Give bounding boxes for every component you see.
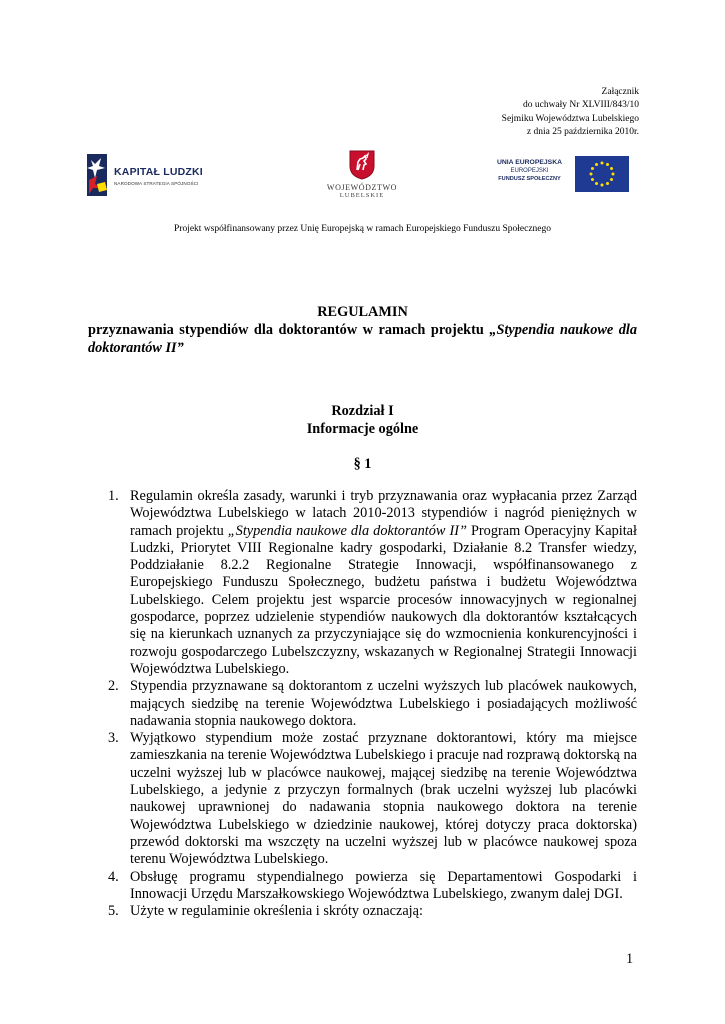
- list-item-number: 3.: [108, 730, 119, 747]
- unia-europejska-text: [487, 159, 572, 183]
- cofinancing-note: Projekt współfinansowany przez Unię Europejską w ramach Europejskiego Funduszu Społecznego: [174, 224, 551, 234]
- kapital-ludzki-logo: [87, 154, 205, 198]
- title-main: REGULAMIN: [317, 304, 408, 320]
- list-item-number: 4.: [108, 868, 119, 885]
- title-subtitle-prefix: przyznawania stypendiów dla doktorantów w ramach projektu: [88, 322, 490, 338]
- annex-line: Sejmiku Województwa Lubelskiego: [501, 113, 639, 124]
- eu-star-icon: [595, 163, 598, 166]
- list-item: [88, 730, 637, 868]
- eu-flag-icon: [575, 156, 629, 192]
- annex-line: Załącznik: [601, 87, 639, 97]
- list-item: [88, 488, 637, 678]
- document-title: [88, 303, 637, 357]
- eu-star-icon: [610, 167, 613, 170]
- logo-bar: [0, 150, 725, 212]
- list-item-text-part: Program Operacyjny Kapitał Ludzki, Priorytet VIII Regionalne kadry gospodarki, Działanie 8.2 Transfer wiedzy, Poddziałanie 8.2.2 Regionalne Strategie Innowacji, współfinansowanego z Europejskiego Funduszu Społecznego, budżetu państwa i budżetu Województwa Lubelskiego. Celem projektu jest wsparcie procesów innowacyjnych w regionalnej gospodarce, poprzez udzielenie stypendiów naukowych dla doktorantów kształcących się na kierunkach uznanych za przyczyniające się do wzmocnienia konkurencyjności i rozwoju gospodarczego Lubelszczyzny, wskazanych w Regionalnej Strategii Innowacji Województwa Lubelskiego.: [130, 522, 637, 677]
- list-item-text: Wyjątkowo stypendium może zostać przyznane doktorantowi, który ma miejsce zamieszkania na terenie Województwa Lubelskiego i pracuje nad rozprawą doktorską na uczelni wyższej lub w placówce naukowej, mającej siedzibę na terenie Województwa Lubelskiego, a jedynie z przyczyn formalnych (brak uczelni wyższej lub placówki naukowej uprawnionej do nadawania stopnia naukowego doktora na terenie Województwa Lubelskiego w dziedzinie naukowej, której dotyczy praca doktorska) przewód doktorski ma wszczęty na uczelni wyższej lub w placówce naukowej spoza terenu Województwa Lubelskiego.: [130, 730, 637, 868]
- eu-star-icon: [601, 162, 604, 165]
- ue-line3: FUNDUSZ SPOŁECZNY: [498, 176, 561, 182]
- wojewodztwo-line1: WOJEWÓDZTWO: [326, 183, 398, 192]
- kapital-ludzki-title: KAPITAŁ LUDZKI: [114, 166, 203, 178]
- list-item: [88, 678, 637, 730]
- list-item-text: Obsługę programu stypendialnego powierza się Departamentowi Gospodarki i Innowacji Urzędu Marszałkowskiego Województwa Lubelskiego, zwanym dalej DGI.: [130, 868, 637, 902]
- chapter-heading: [88, 402, 637, 438]
- project-name: „Stypendia naukowe dla doktorantów II”: [227, 522, 467, 539]
- list-item-text: Stypendia przyznawane są doktorantom z uczelni wyższych lub placówek naukowych, mających siedzibę na terenie Województwa Lubelskiego i posiadających możliwość nadawania stopnia naukowego doktora.: [130, 678, 637, 729]
- list-item-text: [130, 488, 637, 677]
- eu-star-icon: [601, 184, 604, 187]
- eu-star-icon: [590, 173, 593, 176]
- list-item: [88, 869, 637, 904]
- page-number: 1: [626, 951, 634, 967]
- paragraph-list: [88, 488, 637, 920]
- kapital-ludzki-subtitle: NARODOWA STRATEGIA SPÓJNOŚCI: [114, 181, 199, 186]
- unia-europejska-logo: [487, 156, 629, 196]
- list-item-number: 5.: [108, 903, 119, 920]
- list-item-number: 1.: [108, 488, 119, 504]
- kapital-ludzki-emblem-icon: [87, 154, 111, 196]
- wojewodztwo-line2: LUBELSKIE: [339, 192, 385, 199]
- eu-star-icon: [591, 178, 594, 181]
- annex-line: z dnia 25 października 2010r.: [526, 127, 639, 138]
- list-item-text-part: Regulamin określa zasady, warunki i tryb przyznawania oraz wypłacania przez Zarząd Województwa Lubelskiego w latach 2010-2013 stypendiów i nagród pieniężnych w ramach projektu: [130, 488, 637, 539]
- section-heading: § 1: [353, 456, 372, 472]
- eu-star-icon: [591, 167, 594, 170]
- title-subtitle: [88, 321, 637, 357]
- list-item-text: Użyte w regulaminie określenia i skróty oznaczają:: [130, 903, 423, 920]
- eu-star-icon: [606, 182, 609, 185]
- title-subtitle-project: „Stypendia naukowe dla doktorantów II”: [88, 322, 638, 356]
- chapter-number: Rozdział I: [331, 403, 394, 419]
- annex-note: [339, 86, 639, 140]
- annex-line: do uchwały Nr XLVIII/843/10: [522, 100, 639, 111]
- eu-star-icon: [606, 163, 609, 166]
- eu-star-icon: [612, 173, 615, 176]
- list-item-number: 2.: [108, 678, 119, 695]
- crest-icon: [349, 150, 375, 180]
- ue-line2: EUROPEJSKI: [510, 168, 549, 174]
- list-item: [88, 903, 637, 920]
- chapter-name: Informacje ogólne: [306, 421, 419, 437]
- eu-star-icon: [610, 178, 613, 181]
- ue-line1: UNIA EUROPEJSKA: [496, 159, 563, 166]
- wojewodztwo-lubelskie-logo: [320, 150, 404, 210]
- eu-star-icon: [595, 182, 598, 185]
